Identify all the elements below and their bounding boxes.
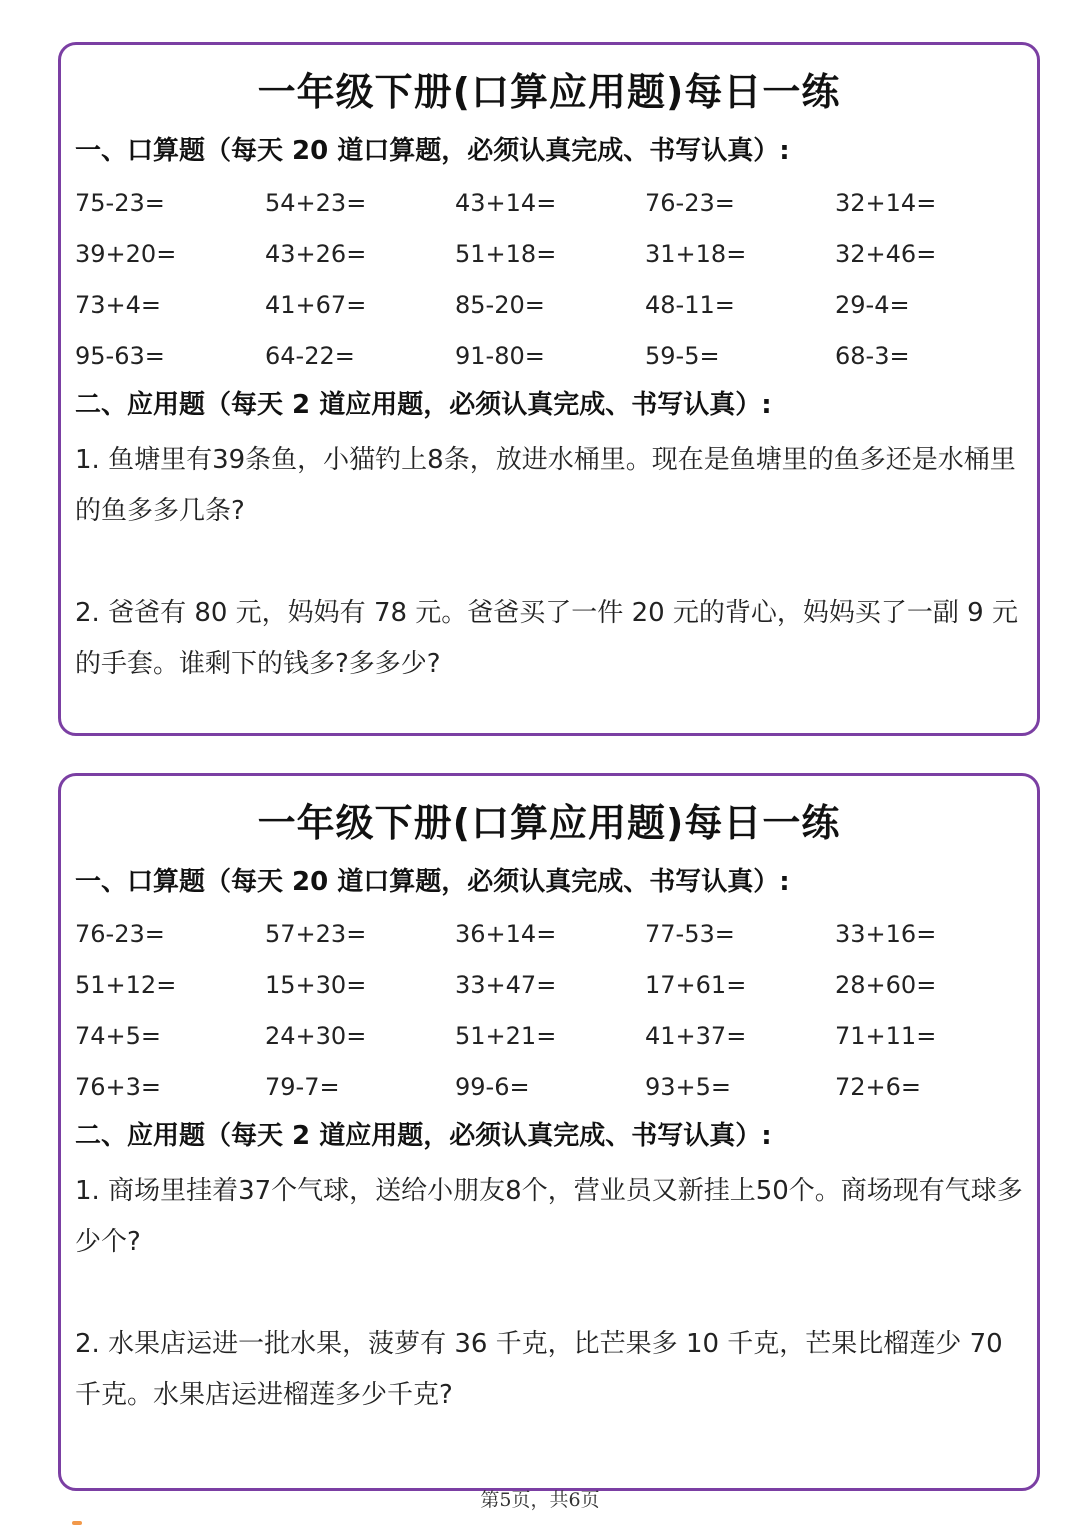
page-number-footer: 第5页，共6页 <box>480 1489 600 1511</box>
calc-item: 54+23= <box>265 189 367 217</box>
calc-item: 91-80= <box>455 342 545 370</box>
worksheet-card-1 <box>58 42 1040 736</box>
calc-item: 77-53= <box>645 920 735 948</box>
calc-item: 74+5= <box>75 1022 162 1050</box>
calc-item: 31+18= <box>645 240 747 268</box>
calc-item: 36+14= <box>455 920 557 948</box>
calc-row <box>75 336 1025 387</box>
calc-item: 93+5= <box>645 1073 732 1101</box>
calc-row <box>75 285 1025 336</box>
calc-item: 48-11= <box>645 291 735 319</box>
calc-item: 51+21= <box>455 1022 557 1050</box>
word-problem-2: 2. 水果店运进一批水果，菠萝有 36 千克，比芒果多 10 千克，芒果比榴莲少 70 千克。水果店运进榴莲多少千克? <box>75 1329 1003 1410</box>
calc-grid <box>75 914 1025 1118</box>
calc-row <box>75 1067 1025 1118</box>
calc-item: 51+18= <box>455 240 557 268</box>
calc-row <box>75 1016 1025 1067</box>
calc-item: 24+30= <box>265 1022 367 1050</box>
calc-item: 57+23= <box>265 920 367 948</box>
calc-item: 32+14= <box>835 189 937 217</box>
calc-item: 41+67= <box>265 291 367 319</box>
calc-row <box>75 914 1025 965</box>
calc-item: 64-22= <box>265 342 355 370</box>
calc-item: 79-7= <box>265 1073 340 1101</box>
calc-row <box>75 965 1025 1016</box>
calc-item: 39+20= <box>75 240 177 268</box>
calc-section-heading: 一、口算题（每天 20 道口算题，必须认真完成、书写认真）: <box>75 867 790 897</box>
calc-item: 76+3= <box>75 1073 162 1101</box>
calc-item: 95-63= <box>75 342 165 370</box>
calc-item: 33+16= <box>835 920 937 948</box>
word-problem-section-heading: 二、应用题（每天 2 道应用题，必须认真完成、书写认真）: <box>75 390 772 420</box>
word-problem-1: 1. 商场里挂着37个气球，送给小朋友8个，营业员又新挂上50个。商场现有气球多少个? <box>75 1176 1023 1257</box>
calc-grid <box>75 183 1025 387</box>
calc-item: 28+60= <box>835 971 937 999</box>
word-problem-section-heading: 二、应用题（每天 2 道应用题，必须认真完成、书写认真）: <box>75 1121 772 1151</box>
calc-item: 29-4= <box>835 291 910 319</box>
calc-item: 43+14= <box>455 189 557 217</box>
calc-item: 32+46= <box>835 240 937 268</box>
corner-mark <box>72 1521 82 1525</box>
calc-item: 76-23= <box>75 920 165 948</box>
calc-row <box>75 183 1025 234</box>
calc-item: 17+61= <box>645 971 747 999</box>
calc-item: 41+37= <box>645 1022 747 1050</box>
calc-item: 99-6= <box>455 1073 530 1101</box>
word-problem-1: 1. 鱼塘里有39条鱼，小猫钓上8条，放进水桶里。现在是鱼塘里的鱼多还是水桶里的鱼多多几条? <box>75 445 1016 526</box>
calc-item: 51+12= <box>75 971 177 999</box>
calc-item: 15+30= <box>265 971 367 999</box>
calc-row <box>75 234 1025 285</box>
calc-item: 73+4= <box>75 291 162 319</box>
calc-item: 85-20= <box>455 291 545 319</box>
calc-item: 33+47= <box>455 971 557 999</box>
calc-section-heading: 一、口算题（每天 20 道口算题，必须认真完成、书写认真）: <box>75 136 790 166</box>
calc-item: 76-23= <box>645 189 735 217</box>
worksheet-title: 一年级下册(口算应用题)每日一练 <box>257 70 841 114</box>
worksheet-card-2 <box>58 773 1040 1491</box>
calc-item: 75-23= <box>75 189 165 217</box>
worksheet-title: 一年级下册(口算应用题)每日一练 <box>257 801 841 845</box>
calc-item: 59-5= <box>645 342 720 370</box>
calc-item: 72+6= <box>835 1073 922 1101</box>
word-problem-2: 2. 爸爸有 80 元，妈妈有 78 元。爸爸买了一件 20 元的背心，妈妈买了一副 9 元的手套。谁剩下的钱多?多多少? <box>75 598 1018 679</box>
calc-item: 43+26= <box>265 240 367 268</box>
calc-item: 71+11= <box>835 1022 937 1050</box>
calc-item: 68-3= <box>835 342 910 370</box>
